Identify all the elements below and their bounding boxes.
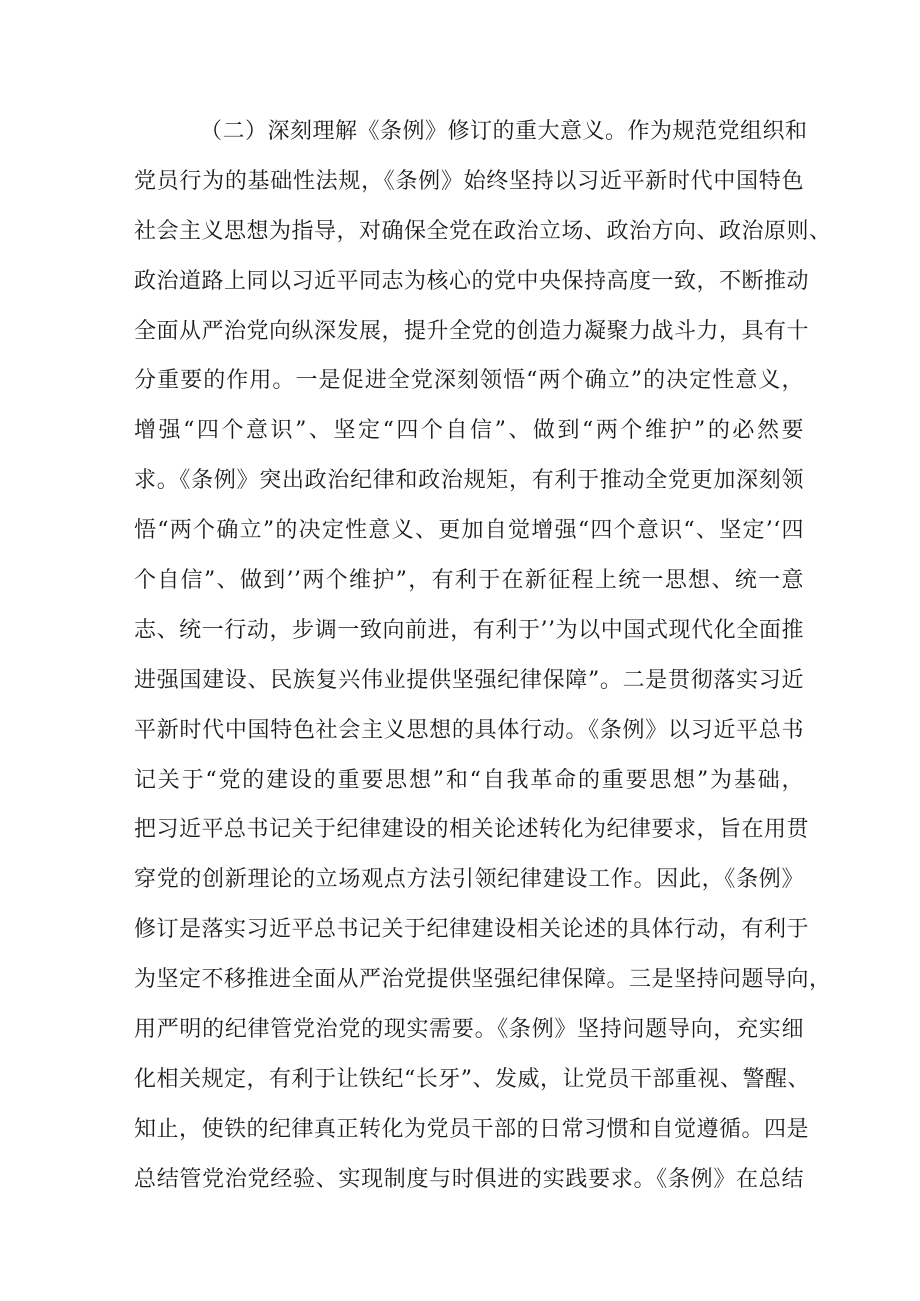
paragraph-line: 求。《条例》突出政治纪律和政治规矩，有利于推动全党更加深刻领 — [134, 468, 804, 494]
paragraph-line: 化相关规定，有利于让铁纪“长牙”、发威，让党员干部重视、警醒、 — [134, 1066, 810, 1092]
paragraph-line: 个自信”、做到’’两个维护”，有利于在新征程上统一思想、统一意 — [134, 568, 804, 594]
paragraph-line: 政治道路上同以习近平同志为核心的党中央保持高度一致，不断推动 — [134, 268, 810, 294]
paragraph-line: 穿党的创新理论的立场观点方法引领纪律建设工作。因此，《条例》 — [134, 867, 804, 893]
paragraph-line: 把习近平总书记关于纪律建设的相关论述转化为纪律要求，旨在用贯 — [134, 817, 810, 843]
paragraph-line: 知止，使铁的纪律真正转化为党员干部的日常习惯和自觉遵循。四是 — [134, 1116, 810, 1142]
paragraph-line: 全面从严治党向纵深发展，提升全党的创造力凝聚力战斗力，具有十 — [134, 318, 810, 344]
paragraph-line: 平新时代中国特色社会主义思想的具体行动。《条例》以习近平总书 — [134, 717, 804, 743]
paragraph-line: 增强“四个意识”、坚定“四个自信”、做到“两个维护”的必然要 — [134, 418, 804, 444]
paragraph-line: 进强国建设、民族复兴伟业提供坚强纪律保障”。二是贯彻落实习近 — [134, 667, 804, 693]
paragraph-line: 记关于“党的建设的重要思想”和“自我革命的重要思想”为基础， — [134, 767, 804, 793]
paragraph-line: 修订是落实习近平总书记关于纪律建设相关论述的具体行动，有利于 — [134, 917, 810, 943]
paragraph-line: 党员行为的基础性法规，《条例》始终坚持以习近平新时代中国特色 — [134, 168, 804, 194]
paragraph-line: 志、统一行动，步调一致向前进，有利于’’为以中国式现代化全面推 — [134, 617, 804, 643]
paragraph-line: 分重要的作用。一是促进全党深刻领悟“两个确立”的决定性意义， — [134, 368, 804, 394]
paragraph-line: 为坚定不移推进全面从严治党提供坚强纪律保障。三是坚持问题导向， — [134, 967, 832, 993]
paragraph-line: 总结管党治党经验、实现制度与时俱进的实践要求。《条例》在总结 — [134, 1166, 804, 1192]
paragraph-line: （二）深刻理解《条例》修订的重大意义。作为规范党组织和 — [200, 119, 808, 144]
paragraph-line: 悟“两个确立”的决定性意义、更加自觉增强“四个意识“、坚定’‘四 — [134, 518, 804, 544]
paragraph-line: 社会主义思想为指导，对确保全党在政治立场、政治方向、政治原则、 — [134, 218, 832, 244]
paragraph-line: 用严明的纪律管党治党的现实需要。《条例》坚持问题导向，充实细 — [134, 1017, 804, 1043]
body-paragraph — [134, 112, 832, 1210]
